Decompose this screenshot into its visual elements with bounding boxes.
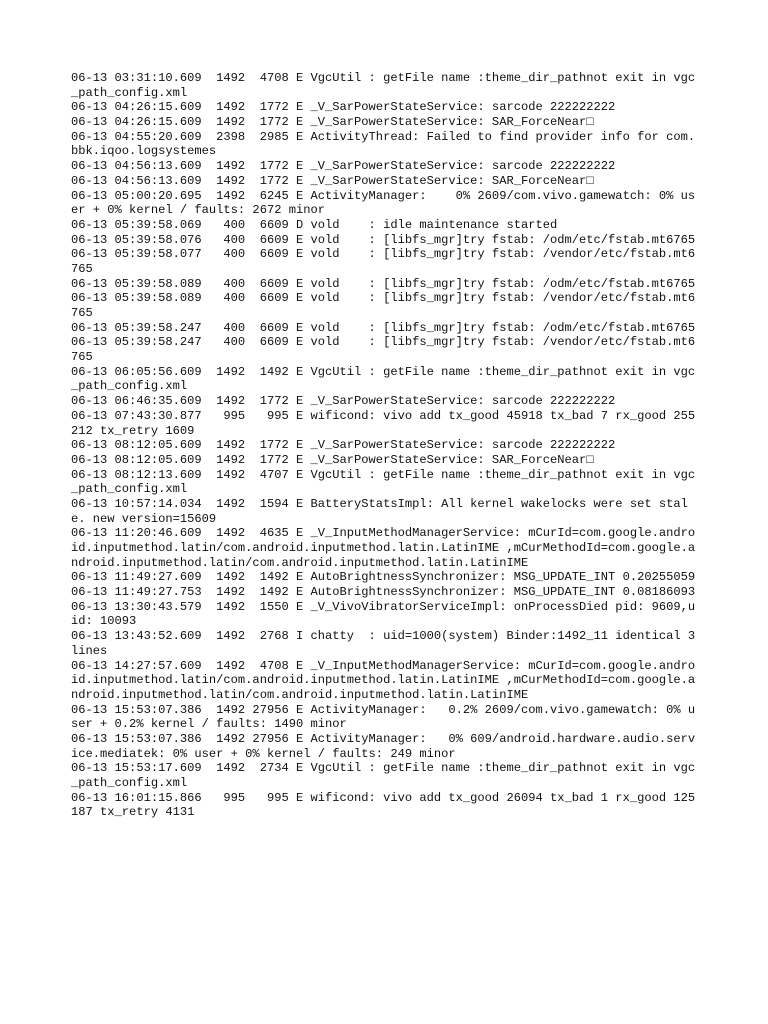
log-line: 06-13 08:12:05.609 1492 1772 E _V_SarPowerStateService: SAR_ForceNear□: [71, 452, 594, 467]
log-line: 06-13 05:39:58.247 400 6609 E vold : [libfs_mgr]try fstab: /vendor/etc/fstab.mt6765: [71, 335, 696, 365]
log-line: 06-13 05:39:58.069 400 6609 D vold : idle maintenance started: [71, 217, 558, 232]
log-line: 06-13 11:49:27.609 1492 1492 E AutoBrightnessSynchronizer: MSG_UPDATE_INT 0.20255059: [71, 570, 696, 585]
log-line: 06-13 11:49:27.753 1492 1492 E AutoBrightnessSynchronizer: MSG_UPDATE_INT 0.08186093: [71, 585, 696, 600]
log-line: 06-13 15:53:17.609 1492 2734 E VgcUtil : getFile name :theme_dir_pathnot exit in vgc_path_config.xml: [71, 761, 696, 790]
log-line: 06-13 05:39:58.247 400 6609 E vold : [libfs_mgr]try fstab: /odm/etc/fstab.mt6765: [71, 320, 696, 335]
log-line: 06-13 16:01:15.866 995 995 E wificond: vivo add tx_good 26094 tx_bad 1 rx_good 125187 tx_retry 4131: [71, 790, 696, 820]
log-line: 06-13 04:26:15.609 1492 1772 E _V_SarPowerStateService: sarcode 222222222: [71, 100, 616, 115]
log-line: 06-13 11:20:46.609 1492 4635 E _V_InputMethodManagerService: mCurId=com.google.android.inputmethod.latin/com.android.inputmethod.latin.LatinIME ,mCurMethodId=com.google.android.inputmethod.latin/com.android.inputmethod.latin.LatinIME: [71, 526, 696, 570]
log-line: 06-13 03:31:10.609 1492 4708 E VgcUtil : getFile name :theme_dir_pathnot exit in vgc_path_config.xml: [71, 71, 696, 100]
log-line: 06-13 15:53:07.386 1492 27956 E ActivityManager: 0.2% 2609/com.vivo.gamewatch: 0% user + 0.2% kernel / faults: 1490 minor: [71, 702, 696, 732]
log-line: 06-13 04:56:13.609 1492 1772 E _V_SarPowerStateService: SAR_ForceNear□: [71, 173, 594, 188]
log-line: 06-13 10:57:14.034 1492 1594 E BatteryStatsImpl: All kernel wakelocks were set stale. new version=15609: [71, 496, 688, 526]
log-line: 06-13 14:27:57.609 1492 4708 E _V_InputMethodManagerService: mCurId=com.google.android.inputmethod.latin/com.android.inputmethod.latin.LatinIME ,mCurMethodId=com.google.android.inputmethod.latin/com.android.inputmethod.latin.LatinIME: [71, 658, 696, 702]
log-line: 06-13 05:39:58.076 400 6609 E vold : [libfs_mgr]try fstab: /odm/etc/fstab.mt6765: [71, 232, 696, 247]
log-line: 06-13 08:12:13.609 1492 4707 E VgcUtil : getFile name :theme_dir_pathnot exit in vgc_path_config.xml: [71, 467, 696, 497]
log-line: 06-13 08:12:05.609 1492 1772 E _V_SarPowerStateService: sarcode 222222222: [71, 438, 616, 453]
log-line: 06-13 05:00:20.695 1492 6245 E ActivityManager: 0% 2609/com.vivo.gamewatch: 0% user + 0% kernel / faults: 2672 minor: [71, 188, 696, 218]
log-line: 06-13 06:05:56.609 1492 1492 E VgcUtil : getFile name :theme_dir_pathnot exit in vgc_path_config.xml: [71, 364, 696, 394]
log-line: 06-13 13:30:43.579 1492 1550 E _V_VivoVibratorServiceImpl: onProcessDied pid: 9609,uid: 10093: [71, 599, 696, 629]
log-line: 06-13 05:39:58.089 400 6609 E vold : [libfs_mgr]try fstab: /vendor/etc/fstab.mt6765: [71, 291, 696, 320]
log-line: 06-13 04:55:20.609 2398 2985 E ActivityThread: Failed to find provider info for com.bbk.iqoo.logsystemes: [71, 129, 696, 159]
log-line: 06-13 05:39:58.089 400 6609 E vold : [libfs_mgr]try fstab: /odm/etc/fstab.mt6765: [71, 276, 696, 291]
log-line: 06-13 04:56:13.609 1492 1772 E _V_SarPowerStateService: sarcode 222222222: [71, 159, 616, 174]
log-line: 06-13 07:43:30.877 995 995 E wificond: vivo add tx_good 45918 tx_bad 7 rx_good 255212 tx_retry 1609: [71, 408, 696, 438]
log-line: 06-13 06:46:35.609 1492 1772 E _V_SarPowerStateService: sarcode 222222222: [71, 394, 616, 409]
log-line: 06-13 13:43:52.609 1492 2768 I chatty : uid=1000(system) Binder:1492_11 identical 3 lines: [71, 629, 703, 658]
log-text-block: [71, 71, 701, 820]
log-line: 06-13 04:26:15.609 1492 1772 E _V_SarPowerStateService: SAR_ForceNear□: [71, 115, 594, 130]
log-line: 06-13 15:53:07.386 1492 27956 E ActivityManager: 0% 609/android.hardware.audio.service.mediatek: 0% user + 0% kernel / faults: 249 minor: [71, 731, 696, 761]
log-line: 06-13 05:39:58.077 400 6609 E vold : [libfs_mgr]try fstab: /vendor/etc/fstab.mt6765: [71, 247, 696, 276]
